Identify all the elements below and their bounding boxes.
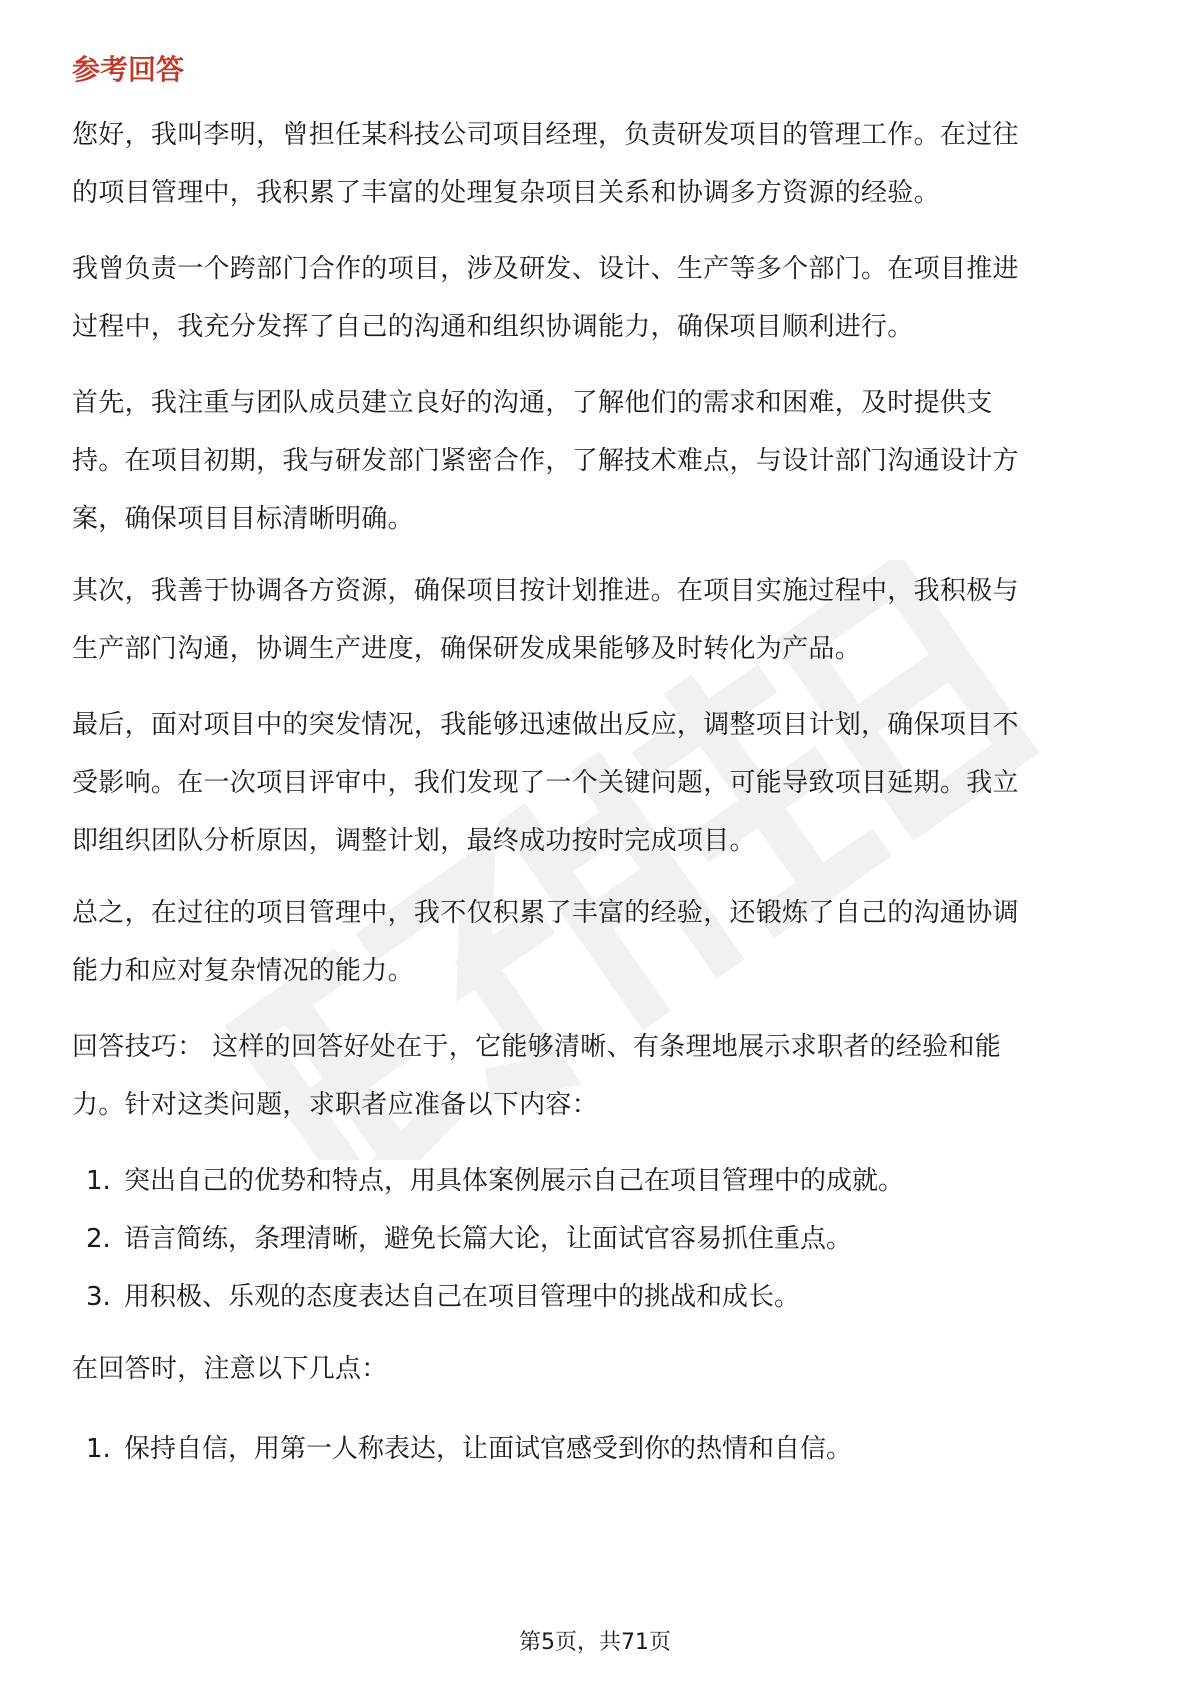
paragraph-summary [72, 884, 1112, 1000]
tips-list [72, 1152, 1112, 1326]
paragraph-line: 首先，我注重与团队成员建立良好的沟通，了解他们的需求和困难，及时提供支 [72, 388, 993, 418]
list-number: 2. [86, 1224, 111, 1254]
paragraph-line: 即组织团队分析原因，调整计划，最终成功按时完成项目。 [72, 826, 756, 856]
list-item [72, 1152, 1112, 1210]
paragraph-line: 其次，我善于协调各方资源，确保项目按计划推进。在项目实施过程中，我积极与 [72, 576, 1019, 606]
paragraph-line: 您好，我叫李明，曾担任某科技公司项目经理，负责研发项目的管理工作。在过往 [72, 120, 1019, 150]
paragraph-line: 的项目管理中，我积累了丰富的处理复杂项目关系和协调多方资源的经验。 [72, 178, 940, 208]
paragraph-project [72, 240, 1112, 356]
paragraph-line: 持。在项目初期，我与研发部门紧密合作，了解技术难点，与设计部门沟通设计方 [72, 446, 1019, 476]
paragraph-last [72, 696, 1112, 870]
section-heading: 参考回答 [72, 53, 185, 86]
paragraph-line: 力。针对这类问题，求职者应准备以下内容： [72, 1090, 599, 1120]
paragraph-line: 在回答时，注意以下几点： [72, 1354, 388, 1384]
paragraph-line: 总之，在过往的项目管理中，我不仅积累了丰富的经验，还锻炼了自己的沟通协调 [72, 898, 1019, 928]
paragraph-tips [72, 1018, 1112, 1134]
page-footer: 第5页，共71页 [519, 1630, 671, 1655]
paragraph-second [72, 562, 1112, 678]
paragraph-line: 过程中，我充分发挥了自己的沟通和组织协调能力，确保项目顺利进行。 [72, 312, 914, 342]
list-item [72, 1420, 1112, 1478]
paragraph-line: 能力和应对复杂情况的能力。 [72, 956, 414, 986]
list-item-text: 保持自信，用第一人称表达，让面试官感受到你的热情和自信。 [124, 1434, 853, 1464]
list-item-text: 用积极、乐观的态度表达自己在项目管理中的挑战和成长。 [124, 1282, 801, 1312]
list-item [72, 1210, 1112, 1268]
notes-intro [72, 1340, 1112, 1398]
list-item-text: 突出自己的优势和特点，用具体案例展示自己在项目管理中的成就。 [124, 1166, 905, 1196]
paragraph-line: 我曾负责一个跨部门合作的项目，涉及研发、设计、生产等多个部门。在项目推进 [72, 254, 1019, 284]
list-number: 3. [86, 1282, 111, 1312]
paragraph-line: 受影响。在一次项目评审中，我们发现了一个关键问题，可能导致项目延期。我立 [72, 768, 1019, 798]
list-number: 1. [86, 1434, 111, 1464]
list-number: 1. [86, 1166, 111, 1196]
paragraph-intro [72, 106, 1112, 222]
paragraph-line: 最后，面对项目中的突发情况，我能够迅速做出反应，调整项目计划，确保项目不 [72, 710, 1019, 740]
paragraph-first [72, 374, 1112, 548]
list-item [72, 1268, 1112, 1326]
list-item-text: 语言简练，条理清晰，避免长篇大论，让面试官容易抓住重点。 [124, 1224, 853, 1254]
paragraph-line: 回答技巧： 这样的回答好处在于，它能够清晰、有条理地展示求职者的经验和能 [72, 1032, 1002, 1062]
notes-list [72, 1420, 1112, 1478]
paragraph-line: 案，确保项目目标清晰明确。 [72, 504, 414, 534]
paragraph-line: 生产部门沟通，协调生产进度，确保研发成果能够及时转化为产品。 [72, 634, 862, 664]
